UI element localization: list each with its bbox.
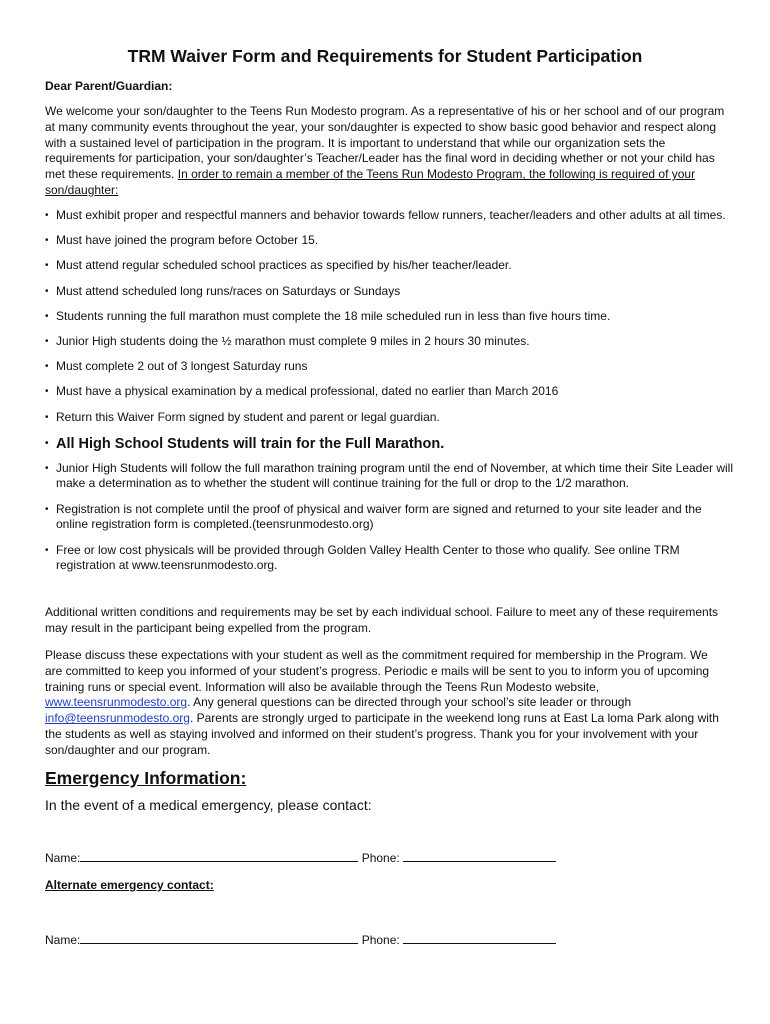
- requirement-item: • Must attend scheduled long runs/races on Saturdays or Sundays: [45, 284, 735, 300]
- discussion-text-1: Please discuss these expectations with your student as well as the commitment required for membership in the Program. We are committed to keep you informed of your student’s progress. Periodic e mails will be sent to you to inform you of upcoming training runs or special event. Information will also be available through the Teens Run Modesto website,: [45, 648, 710, 694]
- requirement-item: • Must exhibit proper and respectful manners and behavior towards fellow runners, teacher/leaders and other adults at all times.: [45, 208, 735, 224]
- phone-field[interactable]: [403, 850, 556, 862]
- alternate-contact-row: [45, 932, 556, 947]
- intro-text: We welcome your son/daughter to the Teens Run Modesto program. As a representative of his or her school and of our program at many community events throughout the year, your son/daughter is expected to show basic good behavior and respect along with a sustained level of participation in the program. It is important to understand that while our organization sets the requirements for participation, your son/daughter’s Teacher/Leader has the final word in deciding whether or not your child has met these requirements.: [45, 104, 725, 182]
- emergency-subheading: In the event of a medical emergency, please contact:: [45, 797, 372, 813]
- requirement-item: • Must complete 2 out of 3 longest Saturday runs: [45, 359, 735, 375]
- discussion-text-2: . Any general questions can be directed through your school’s site leader or through: [187, 695, 632, 710]
- requirements-list: [45, 208, 735, 584]
- requirement-item: • Return this Waiver Form signed by student and parent or legal guardian.: [45, 410, 735, 426]
- requirement-item: • Free or low cost physicals will be provided through Golden Valley Health Center to those who qualify. See online TRM registration at www.teensrunmodesto.org.: [45, 543, 735, 575]
- alternate-phone-label: Phone:: [361, 933, 400, 947]
- name-field[interactable]: [80, 850, 358, 862]
- discussion-paragraph: [45, 648, 725, 759]
- page-title: TRM Waiver Form and Requirements for Student Participation: [127, 46, 643, 66]
- alternate-name-label: Name:: [45, 933, 81, 947]
- requirement-item: • Junior High Students will follow the full marathon training program until the end of November, at which time their Site Leader will make a determination as to whether the student will continue training for the full or drop to the 1/2 marathon.: [45, 461, 735, 493]
- requirement-item: • Students running the full marathon must complete the 18 mile scheduled run in less than five hours time.: [45, 309, 735, 325]
- discussion-text-3: . Parents are strongly urged to participate in the weekend long runs at East La loma Park along with the students as well as staying involved and informed on their student’s progress. Thank you for your involvement with your son/daughter and our program.: [45, 711, 719, 757]
- salutation: Dear Parent/Guardian:: [45, 79, 173, 93]
- intro-underlined-text: In order to remain a member of the Teens Run Modesto Program, the following is required of your son/daughter:: [45, 167, 696, 197]
- intro-paragraph: [45, 104, 725, 199]
- additional-conditions-paragraph: Additional written conditions and requirements may be set by each individual school. Failure to meet any of these requirements may result in the participant being expelled from the program.: [45, 605, 719, 635]
- email-link[interactable]: info@teensrunmodesto.org: [45, 711, 190, 726]
- name-label: Name:: [45, 851, 81, 865]
- requirement-item-highlight: • All High School Students will train for the Full Marathon.: [45, 435, 735, 453]
- website-link[interactable]: www.teensrunmodesto.org: [45, 695, 188, 710]
- requirement-item: • Must attend regular scheduled school practices as specified by his/her teacher/leader.: [45, 258, 735, 274]
- alternate-name-field[interactable]: [80, 932, 358, 944]
- alternate-contact-label: Alternate emergency contact:: [45, 878, 214, 892]
- phone-label: Phone:: [361, 851, 400, 865]
- requirement-item: • Must have a physical examination by a medical professional, dated no earlier than March 2016: [45, 384, 735, 400]
- requirement-item: • Registration is not complete until the proof of physical and waiver form are signed and returned to your site leader and the online registration form is completed.(teensrunmodesto.org): [45, 502, 735, 534]
- requirement-item: • Junior High students doing the ½ marathon must complete 9 miles in 2 hours 30 minutes.: [45, 334, 735, 350]
- alternate-phone-field[interactable]: [403, 932, 556, 944]
- emergency-heading: Emergency Information:: [45, 768, 247, 788]
- requirement-item: • Must have joined the program before October 15.: [45, 233, 735, 249]
- primary-contact-row: [45, 850, 556, 865]
